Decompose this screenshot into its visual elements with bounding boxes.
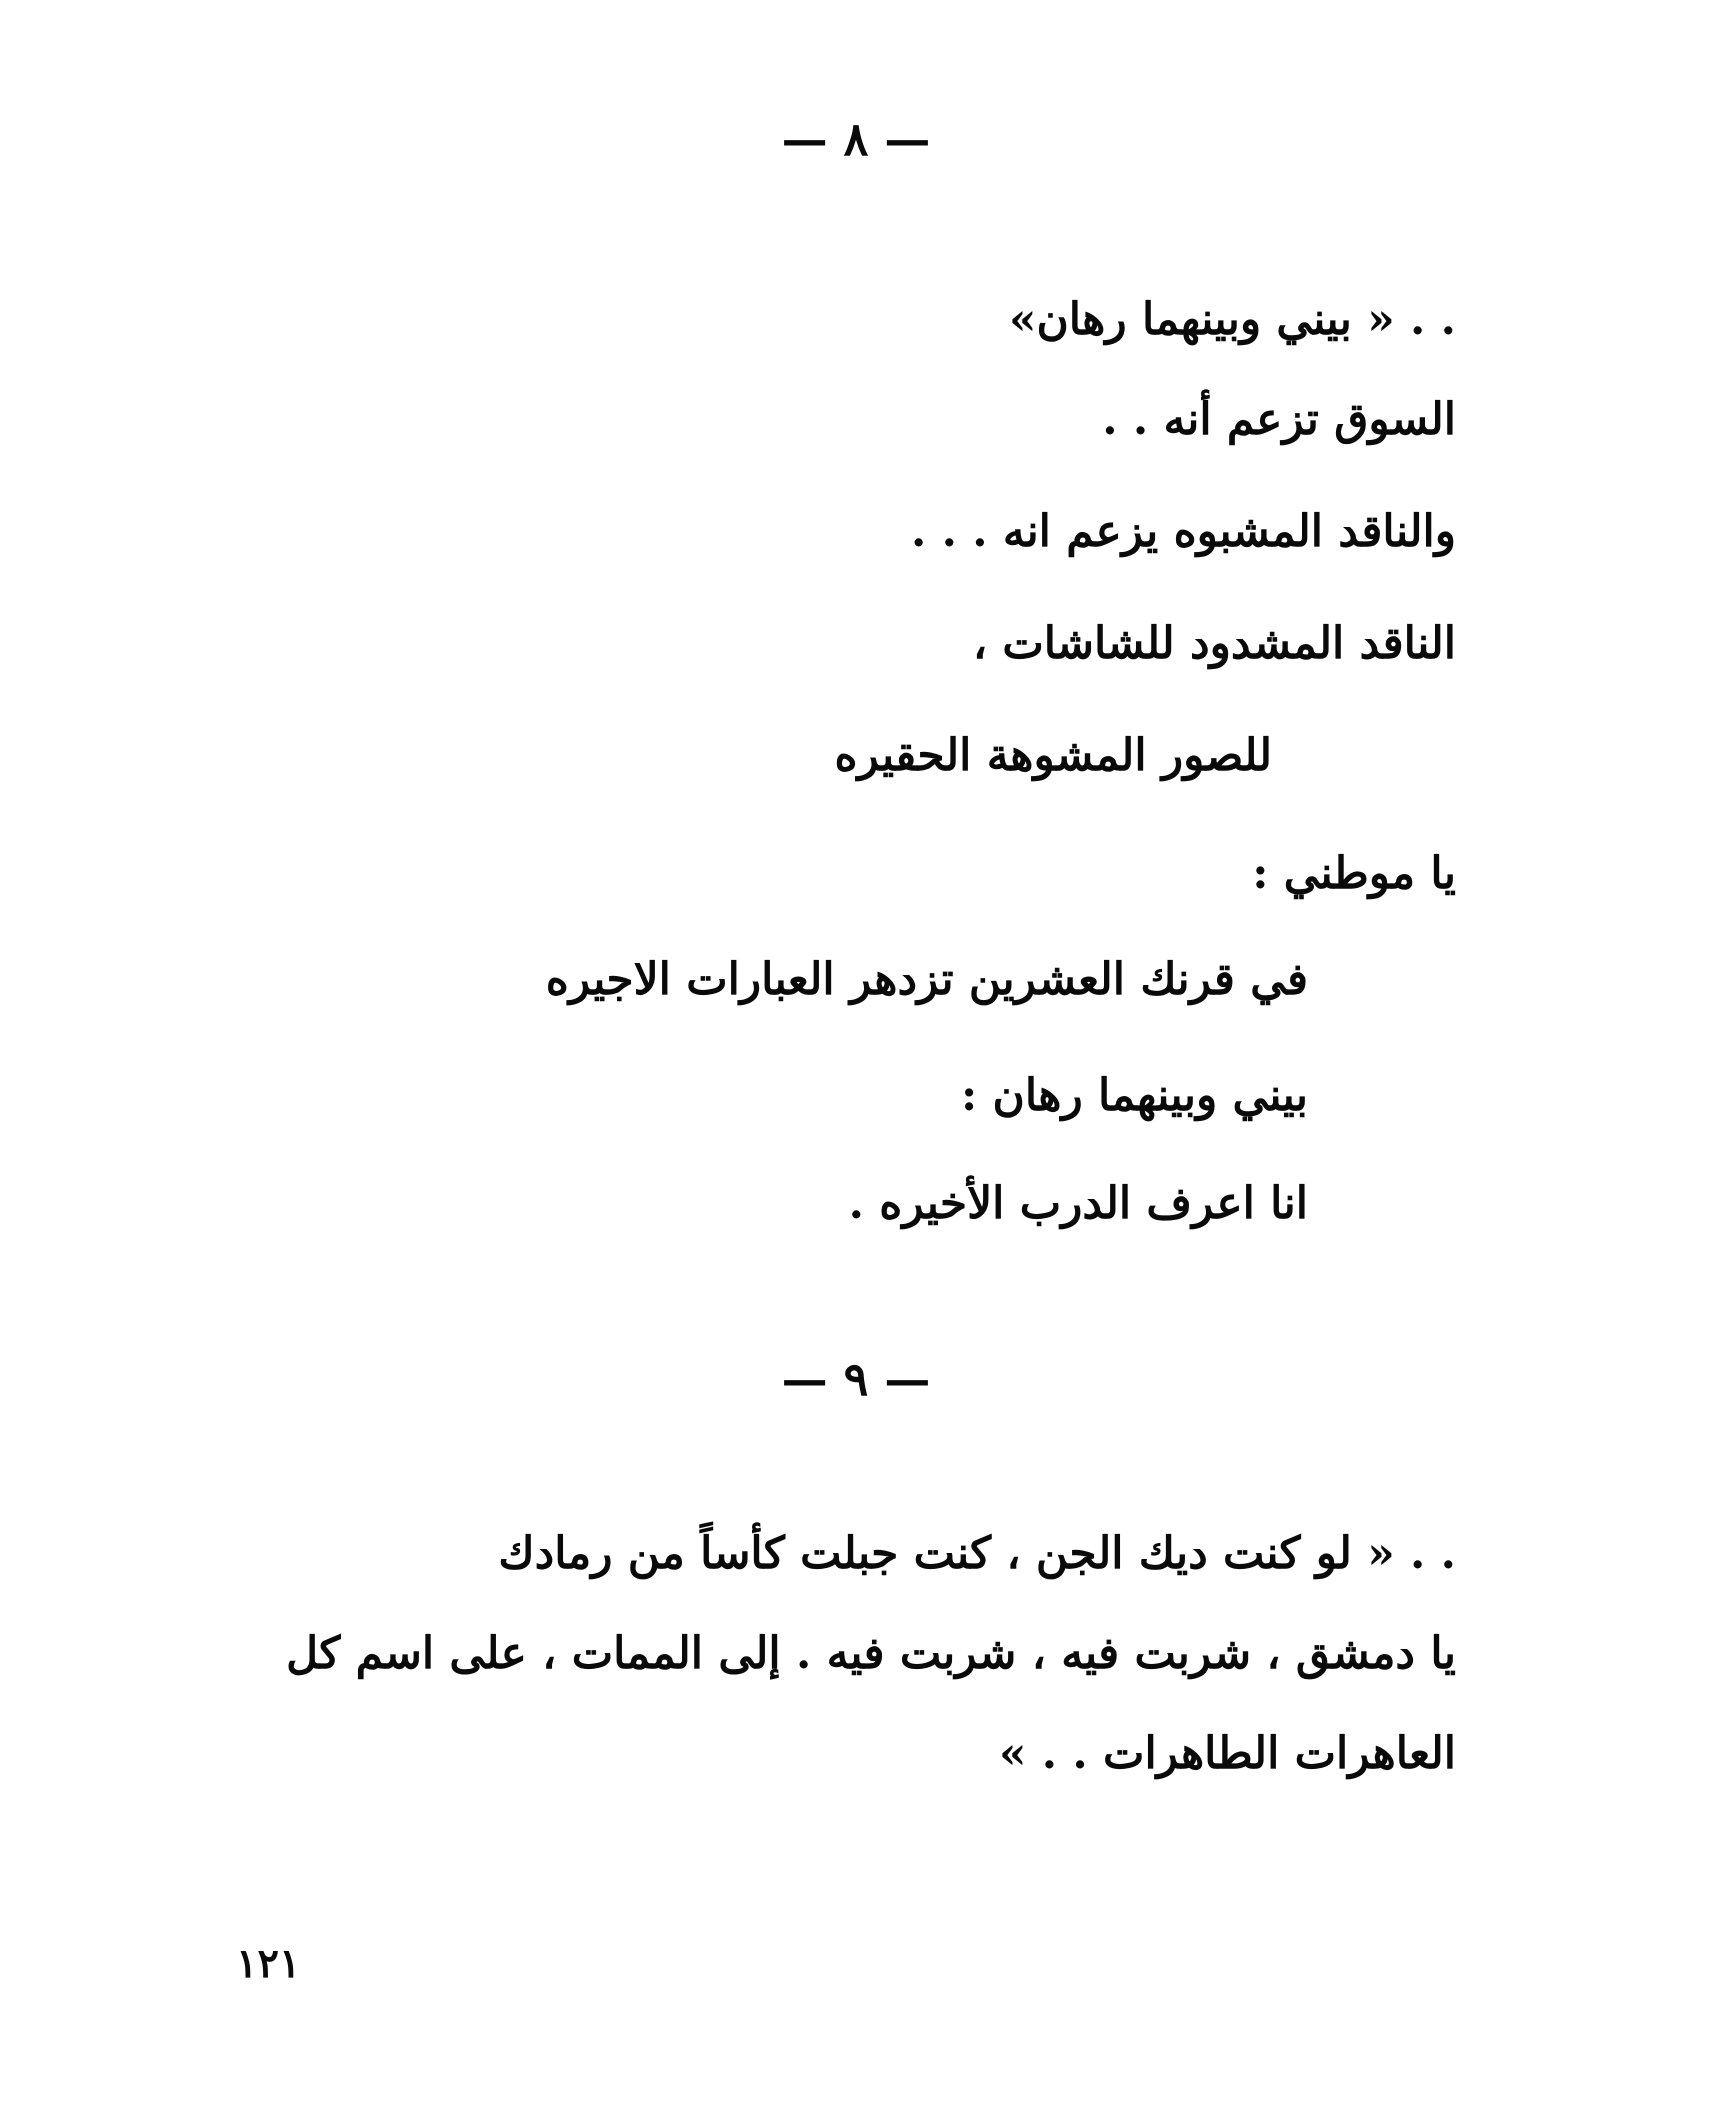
- section-8-line-3: والناقد المشبوه يزعم انه . . .: [910, 506, 1456, 557]
- section-9-line-1: . . « لو كنت ديك الجن ، كنت جبلت كأساً من رمادك: [498, 1528, 1456, 1579]
- section-8-line-7: في قرنك العشرين تزدهر العبارات الاجيره: [545, 954, 1308, 1005]
- section-9-line-3: العاهرات الطاهرات . . »: [998, 1728, 1456, 1779]
- section-9-line-2: يا دمشق ، شربت فيه ، شربت فيه . إلى الممات ، على اسم كل: [286, 1628, 1456, 1679]
- section-8-line-5: للصور المشوهة الحقيره: [834, 730, 1272, 781]
- section-8-line-9: انا اعرف الدرب الأخيره .: [848, 1178, 1308, 1229]
- section-8-line-2: السوق تزعم أنه . .: [1102, 394, 1456, 445]
- section-8-line-6: يا موطني :: [1252, 848, 1456, 899]
- section-8-line-1: . . « بيني وبينهما رهان»: [1008, 294, 1456, 345]
- section-8-line-8: بيني وبينهما رهان :: [960, 1070, 1308, 1121]
- section-9-heading: — ٩ —: [781, 1352, 931, 1406]
- section-8-heading: — ٨ —: [781, 112, 931, 166]
- page-number: ١٢١: [236, 1940, 301, 1987]
- section-8-line-4: الناقد المشدود للشاشات ،: [972, 618, 1456, 669]
